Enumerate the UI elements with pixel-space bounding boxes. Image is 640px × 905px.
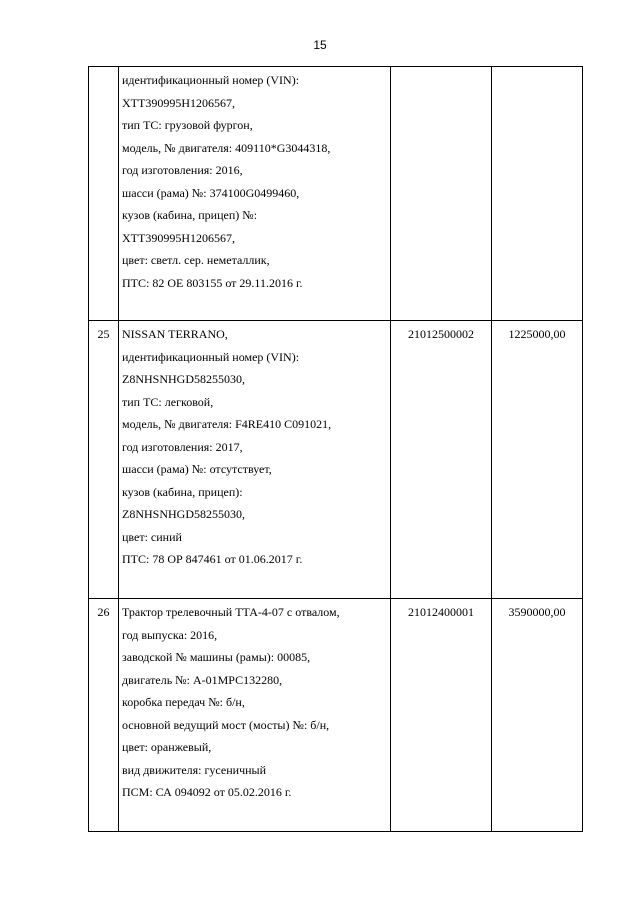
description-line: идентификационный номер (VIN):	[122, 73, 300, 87]
description-line: Z8NHSNHGD58255030,	[122, 507, 245, 521]
table-row	[89, 67, 583, 321]
description-line: год изготовления: 2016,	[122, 163, 243, 177]
description-line: двигатель №: А-01МРС132280,	[122, 672, 283, 687]
description-line: XTT390995H1206567,	[122, 95, 235, 110]
page-number: 15	[313, 38, 327, 52]
description-cell	[119, 321, 391, 599]
description-cell	[119, 599, 391, 832]
description-line: кузов (кабина, прицеп):	[122, 484, 243, 499]
description-line: шасси (рама) №: 374100G0499460,	[122, 185, 300, 200]
row-number: 25	[97, 327, 110, 341]
row-number	[89, 67, 118, 90]
description-line: ПТС: 82 ОЕ 803155 от 29.11.2016 г.	[122, 275, 303, 290]
description-line: коробка передач №: б/н,	[122, 695, 245, 709]
table-row	[89, 599, 583, 832]
price: 1225000,00	[508, 327, 566, 341]
description-line: вид движителя: гусеничный	[122, 762, 267, 777]
description-line: модель, № двигателя: 409110*G3044318,	[122, 140, 331, 155]
description-cell	[119, 67, 391, 321]
inventory-code-cell	[391, 599, 492, 832]
description-line: цвет: оранжевый,	[122, 740, 212, 754]
inventory-code: 21012500002	[408, 327, 474, 341]
price-cell	[492, 599, 583, 832]
vehicle-table	[88, 66, 583, 832]
description-line: Z8NHSNHGD58255030,	[122, 372, 245, 386]
row-number-cell	[89, 599, 119, 832]
description-line: цвет: синий	[122, 529, 182, 544]
price-cell	[492, 321, 583, 599]
description-line: год выпуска: 2016,	[122, 627, 218, 642]
description-line: NISSAN TERRANO,	[122, 327, 228, 341]
description-line: основной ведущий мост (мосты) №: б/н,	[122, 717, 330, 732]
description-line: ПТС: 78 ОР 847461 от 01.06.2017 г.	[122, 552, 303, 566]
inventory-code: 21012400001	[408, 605, 474, 619]
row-number-cell	[89, 321, 119, 599]
inventory-code-cell	[391, 321, 492, 599]
price	[492, 67, 582, 90]
description-line: XTT390995H1206567,	[122, 230, 235, 245]
inventory-code-cell	[391, 67, 492, 321]
description-line: идентификационный номер (VIN):	[122, 349, 300, 364]
row-number-cell	[89, 67, 119, 321]
inventory-code	[391, 67, 491, 90]
description-line: кузов (кабина, прицеп) №:	[122, 208, 258, 222]
description-line: цвет: светл. сер. неметаллик,	[122, 253, 270, 267]
description-line: Трактор трелевочный ТТА-4-07 с отвалом,	[122, 605, 340, 619]
description-line: модель, № двигателя: F4RE410 C091021,	[122, 417, 332, 431]
price-cell	[492, 67, 583, 321]
table-row	[89, 321, 583, 599]
description-line: ПСМ: СА 094092 от 05.02.2016 г.	[122, 785, 292, 799]
description-line: заводской № машины (рамы): 00085,	[122, 650, 311, 664]
row-number: 26	[97, 605, 110, 619]
description-line: год изготовления: 2017,	[122, 439, 243, 454]
price: 3590000,00	[508, 605, 566, 619]
description-line: шасси (рама) №: отсутствует,	[122, 462, 272, 476]
description-line: тип ТС: легковой,	[122, 394, 214, 409]
description-line: тип ТС: грузовой фургон,	[122, 118, 253, 132]
